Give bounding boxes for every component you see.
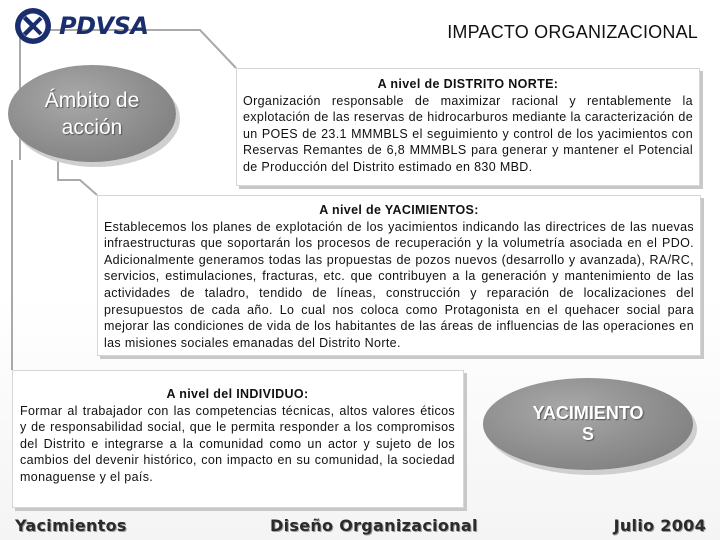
ambito-label: Ámbito de acción [44, 88, 140, 139]
pdvsa-logo [13, 6, 148, 46]
connector-line-yacimientos [58, 160, 97, 195]
yacimientos-oval [483, 378, 693, 470]
yacimientos-text: Establecemos los planes de explotación de los yacimientos indicando las directrices de las nuevas infraestructuras que soportarán los procesos de recuperación y la volumetría asociada en el PDO. Adicionalmente generamos todas las propuestas de pozos nuevos (desarrollo y avanzada), RA/RC, servicios, estimulaciones, fracturas, etc. que contribuyen a la generación y mantenimiento de las actividades de taladro, tendido de líneas, construcción y reparación de localizaciones del presupuestos de cada año. Lo cual nos coloca como Protagonista en el quehacer social para mejorar las condiciones de vida de los habitantes de las áreas de influencias de las operaciones en las misiones sociales emanadas del Distrito Norte. [104, 219, 694, 350]
distrito-text: Organización responsable de maximizar racional y rentablemente la explotación de las reservas de hidrocarburos mediante la caracterización de un POES de 23.1 MMMBLS el seguimiento y control de los yacimientos con Reservas Remantes de 6,8 MMMBLS para generar y mantener el Potencial de Producción del Distrito estimado en 830 MBD. [243, 93, 693, 174]
distrito-box [236, 68, 700, 186]
pdvsa-emblem-icon [13, 6, 53, 46]
individuo-box [12, 370, 464, 508]
distrito-heading: A nivel de DISTRITO NORTE: [377, 77, 559, 91]
individuo-heading: A nivel del INDIVIDUO: [166, 387, 309, 401]
footer-section: Yacimientos [15, 516, 127, 535]
footer-topic: Diseño Organizacional [270, 516, 478, 535]
yacimientos-heading: A nivel de YACIMIENTOS: [319, 203, 479, 217]
slide-title: IMPACTO ORGANIZACIONAL [447, 22, 698, 42]
yacimientos-oval-line2: S [581, 424, 594, 444]
ambito-oval [8, 65, 176, 162]
yacimientos-oval-label [532, 403, 643, 445]
individuo-text: Formar al trabajador con las competencias técnicas, altos valores éticos y de responsabilidad social, que le permita responder a los compromisos del Distrito e integrarse a la comunidad como un actor y sujeto de los cambios del devenir histórico, con impacto en su comunidad, la sociedad monaguense y el país. [20, 403, 455, 484]
yacimientos-oval-line1: YACIMIENTO [532, 403, 644, 423]
yacimientos-box [97, 195, 701, 356]
brand-name: PDVSA [59, 12, 149, 40]
footer-date: Julio 2004 [613, 516, 706, 535]
